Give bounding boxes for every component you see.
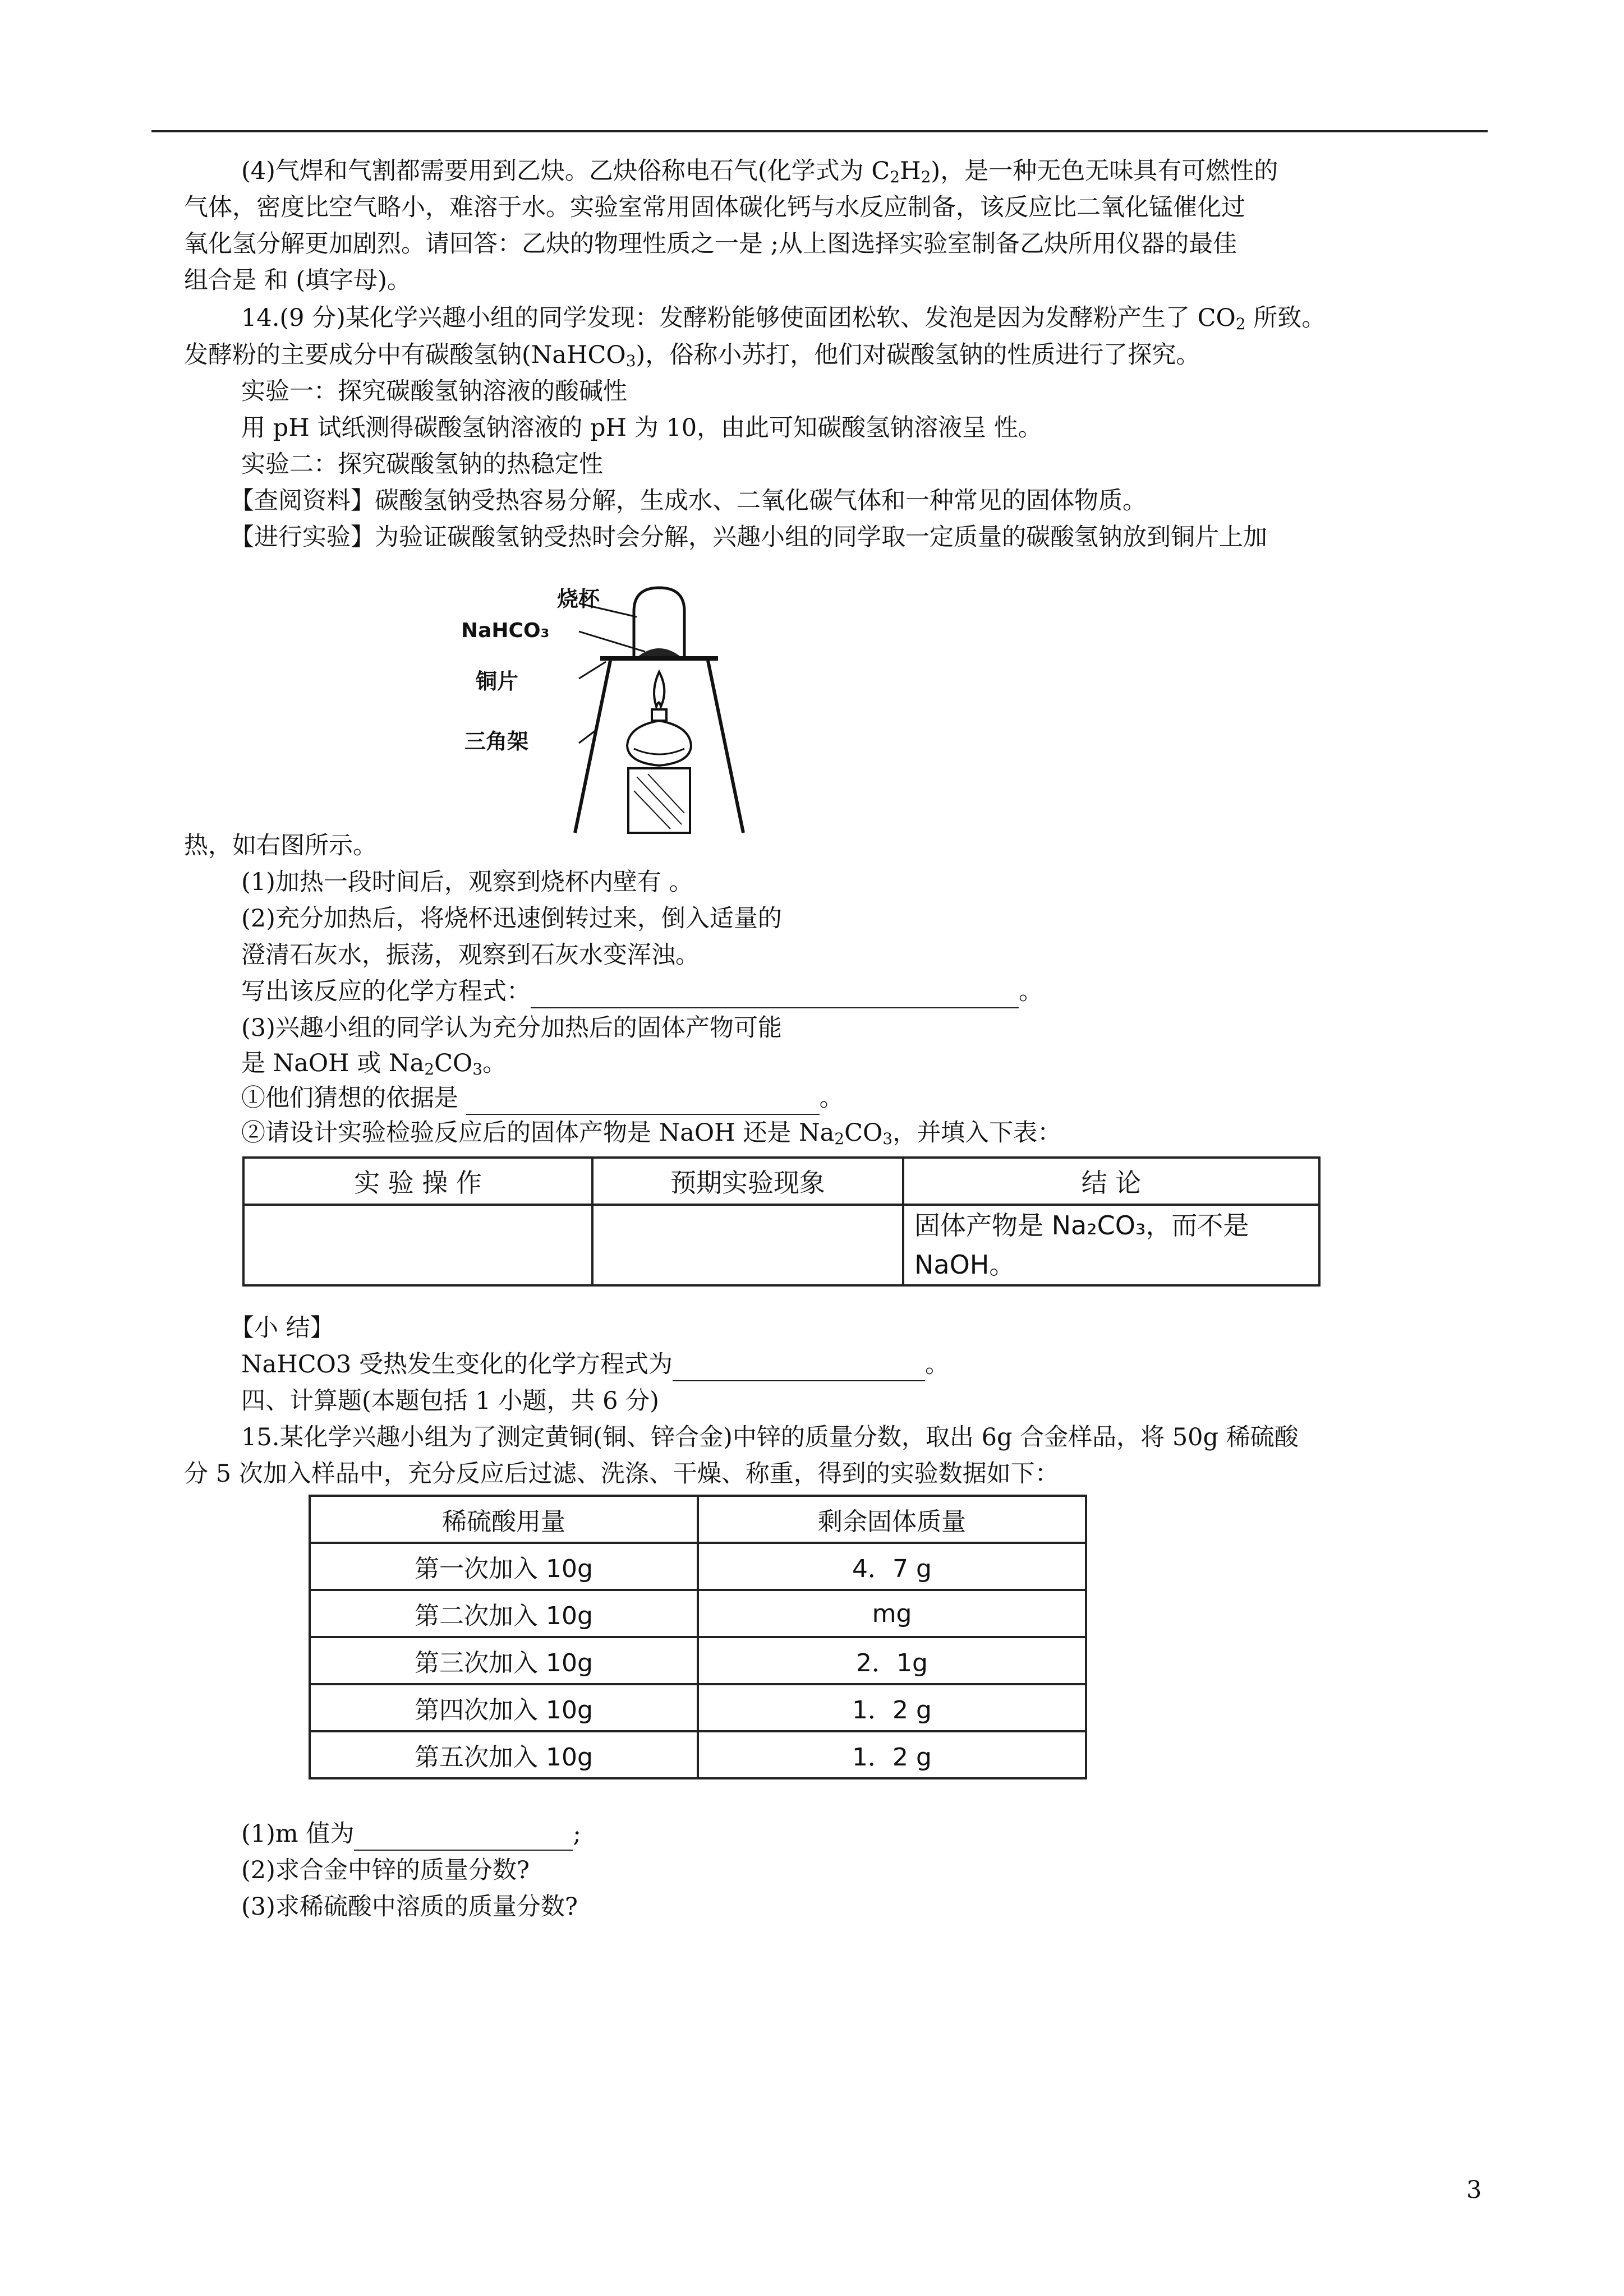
equation-blank[interactable] bbox=[531, 983, 1019, 1008]
step-3a: (3)兴趣小组的同学认为充分加热后的固体产物可能 bbox=[241, 1014, 782, 1042]
header-operation: 实 验 操 作 bbox=[243, 1158, 592, 1205]
row-acid: 第二次加入 10g bbox=[310, 1590, 698, 1637]
page-number: 3 bbox=[1466, 2176, 1482, 2204]
table-row bbox=[310, 1684, 1086, 1731]
row-acid: 第一次加入 10g bbox=[310, 1543, 698, 1590]
cell-operation[interactable] bbox=[243, 1205, 592, 1285]
row-residue: 1．2 g bbox=[698, 1731, 1086, 1778]
row-residue: 1．2 g bbox=[698, 1684, 1086, 1731]
row-acid: 第五次加入 10g bbox=[310, 1731, 698, 1778]
q15-part2: (2)求合金中锌的质量分数? bbox=[241, 1856, 530, 1884]
reference-data: 【查阅资料】碳酸氢钠受热容易分解，生成水、二氧化碳气体和一种常见的固体物质。 bbox=[230, 487, 1147, 515]
cell-conclusion: 固体产物是 Na₂CO₃，而不是 NaOH。 bbox=[903, 1205, 1319, 1285]
experiment-table bbox=[242, 1156, 1321, 1287]
q15-part1: (1)m 值为 ; bbox=[241, 1817, 581, 1851]
experiment-procedure: 【进行实验】为验证碳酸氢钠受热时会分解，兴趣小组的同学取一定质量的碳酸氢钠放到铜片上加 bbox=[230, 523, 1267, 551]
q14-line1: 14.(9 分)某化学兴趣小组的同学发现：发酵粉能够使面团松软、发泡是因为发酵粉产生了 $CO_2$ 所致。 bbox=[241, 304, 1326, 333]
q15-line1: 15.某化学兴趣小组为了测定黄铜(铜、锌合金)中锌的质量分数，取出 6g 合金样品，将 50g 稀硫酸 bbox=[241, 1423, 1299, 1451]
table-row bbox=[310, 1637, 1086, 1684]
header-rule bbox=[151, 130, 1488, 132]
summary-blank[interactable] bbox=[673, 1356, 925, 1381]
q13-4-line2: 气体，密度比空气略小，难溶于水。实验室常用固体碳化钙与水反应制备，该反应比二氧化锰催化过 bbox=[184, 193, 1245, 222]
experiment-1-text: 用 pH 试纸测得碳酸氢钠溶液的 pH 为 10，由此可知碳酸氢钠溶液呈 性。 bbox=[241, 414, 1042, 442]
experiment-procedure-cont: 热，如右图所示。 bbox=[184, 832, 377, 860]
label-copper-plate: 铜片 bbox=[476, 669, 519, 694]
label-tripod: 三角架 bbox=[464, 729, 529, 754]
row-acid: 第三次加入 10g bbox=[310, 1637, 698, 1684]
table-row bbox=[310, 1590, 1086, 1637]
data-table bbox=[309, 1495, 1087, 1779]
row-acid: 第四次加入 10g bbox=[310, 1684, 698, 1731]
q15-line2: 分 5 次加入样品中，充分反应后过滤、洗涤、干燥、称重，得到的实验数据如下： bbox=[184, 1460, 1059, 1488]
summary-equation: NaHCO3 受热发生变化的化学方程式为 。 bbox=[241, 1348, 949, 1381]
step-1: (1)加热一段时间后，观察到烧杯内壁有 。 bbox=[241, 868, 693, 896]
part-4-heading: 四、计算题(本题包括 1 小题，共 6 分) bbox=[241, 1387, 659, 1415]
q13-4-line3: 氧化氢分解更加剧烈。请回答：乙炔的物理性质之一是 ;从上图选择实验室制备乙炔所用仪器的最佳 bbox=[184, 230, 1237, 258]
cell-phenomenon[interactable] bbox=[592, 1205, 903, 1285]
header-acid: 稀硫酸用量 bbox=[310, 1496, 698, 1543]
summary-title: 【小 结】 bbox=[230, 1314, 334, 1342]
row-residue: mg bbox=[698, 1590, 1086, 1637]
header-conclusion: 结 论 bbox=[903, 1158, 1319, 1205]
experiment-2-title: 实验二：探究碳酸氢钠的热稳定性 bbox=[241, 450, 603, 478]
step-3b: 是 NaOH 或 $Na_2CO_3$。 bbox=[241, 1049, 507, 1078]
label-nahco3: NaHCO₃ bbox=[461, 619, 550, 642]
experiment-1-title: 实验一：探究碳酸氢钠溶液的酸碱性 bbox=[241, 377, 627, 405]
header-residue: 剩余固体质量 bbox=[698, 1496, 1086, 1543]
label-beaker: 烧杯 bbox=[557, 587, 600, 611]
step-2a: (2)充分加热后，将烧杯迅速倒转过来，倒入适量的 bbox=[241, 905, 782, 933]
step-2c: 写出该反应的化学方程式： 。 bbox=[241, 975, 1043, 1008]
table-row bbox=[310, 1543, 1086, 1590]
step-3d: ②请设计实验检验反应后的固体产物是 NaOH 还是 $Na_2CO_3$，并填入下表： bbox=[241, 1119, 1062, 1148]
m-value-blank[interactable] bbox=[354, 1825, 573, 1851]
step-3c: ①他们猜想的依据是 。 bbox=[241, 1081, 844, 1115]
q14-line2: 发酵粉的主要成分中有碳酸氢钠(NaHCO$_3$)，俗称小苏打，他们对碳酸氢钠的性质进行了探究。 bbox=[184, 341, 1200, 370]
step-2b: 澄清石灰水，振荡，观察到石灰水变浑浊。 bbox=[241, 941, 700, 969]
row-residue: 2．1g bbox=[698, 1637, 1086, 1684]
header-phenomenon: 预期实验现象 bbox=[592, 1158, 903, 1205]
q13-4-line1: (4)气焊和气割都需要用到乙炔。乙炔俗称电石气(化学式为 $C_2H_2$)，是一种无色无味具有可燃性的 bbox=[241, 157, 1278, 186]
table-row bbox=[310, 1731, 1086, 1778]
basis-blank[interactable] bbox=[466, 1089, 820, 1115]
row-residue: 4．7 g bbox=[698, 1543, 1086, 1590]
q13-4-line4: 组合是 和 (填字母)。 bbox=[184, 266, 411, 294]
q15-part3: (3)求稀硫酸中溶质的质量分数? bbox=[241, 1893, 578, 1921]
